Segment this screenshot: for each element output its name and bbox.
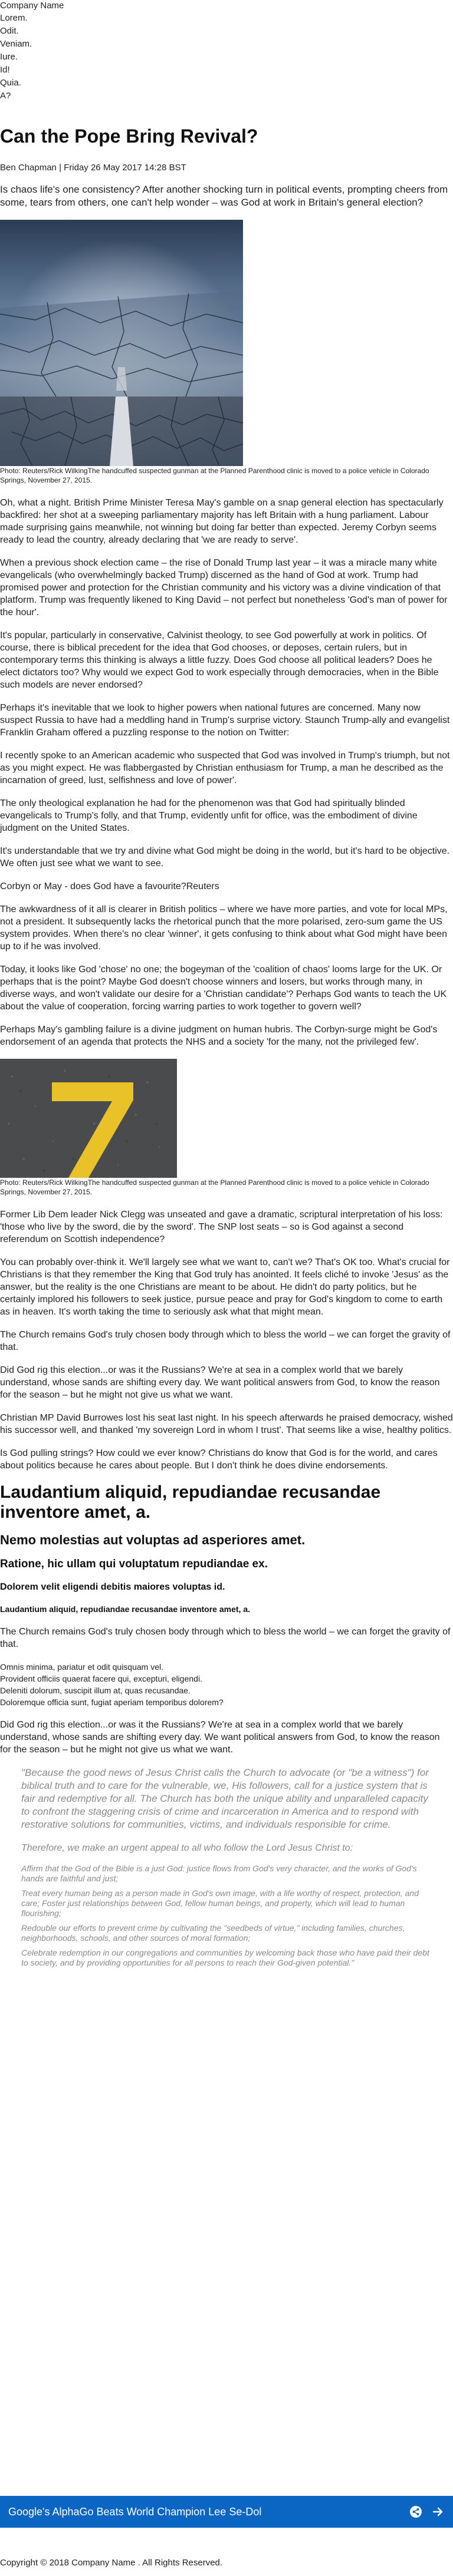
paragraph: Former Lib Dem leader Nick Clegg was unseated and gave a dramatic, scriptural interpretation of his loss: 'those who live by the sword, die by the sword'. The SNP lost seats – so is God against a second referendum on Scottish independence? <box>0 1209 443 1244</box>
bar-actions <box>409 2505 445 2518</box>
list-item: Provident officiis quaerat facere qui, excepturi, eligendi. <box>0 1673 202 1683</box>
paragraph: Perhaps it's inevitable that we look to higher powers when national futures are concerned. Many now suspect Russia to have had a meddling hand in Trump's surprise victory. Staunch Trump-ally and evangelist Franklin Graham offered a puzzling response to the notion on Twitter: <box>0 702 450 738</box>
quote-item: Redouble our efforts to prevent crime by cultivating the "seedbeds of virtue," including families, churches, neighborhoods, schools, and other sources of moral formation; <box>21 1923 405 1943</box>
main-nav <box>0 12 453 103</box>
paragraph: The only theological explanation he had for the phenomenon was that God had spiritually blinded evangelicals to Trump's folly, and that Trump, evidently unfit for office, was the embodiment of divine judgment on the United States. <box>0 798 418 833</box>
paragraph: It's popular, particularly in conservative, Calvinist theology, to see God powerfully at work in politics. Of course, there is biblical precedent for the idea that God chooses, or deposes, certain rulers, but in contemporary terms this thinking is always a little fuzzy. Does God choose all political leaders? Does he elect dictators too? Why would we expect God to work especially through democracies, when in the Bible such models are never endorsed? <box>0 630 439 690</box>
paragraph: Christian MP David Burrowes lost his seat last night. In his speech afterwards he praised democracy, wished his successor well, and thanked 'my sovereign Lord in whom I trust'. That seems like a wise, healthy politics. <box>0 1412 453 1435</box>
cracked-road-photo <box>0 220 243 466</box>
heading-3: Nemo molestias aut voluptas ad asperiores amet. <box>0 1532 306 1547</box>
paragraph: Did God rig this election...or was it the Russians? We're at sea in a complex world that we barely understand, whose sands are shifting every day. We want political answers from God, to know the reason for the season – but he might not give us what we want. <box>0 1719 440 1755</box>
heading-5: Dolorem velit eligendi debitis maiores voluptas id. <box>0 1581 225 1592</box>
quote-item: Affirm that the God of the Bible is a just God: justice flows from God's very character, and the works of God's hands are faithful and just; <box>21 1863 417 1883</box>
arrow-right-icon[interactable] <box>432 2505 445 2518</box>
footer-copyright: Copyright © 2018 Company Name . All Rights Reserved. <box>0 2558 223 2568</box>
nav-item[interactable]: Id! <box>0 65 10 75</box>
nav-item[interactable]: Odit. <box>0 26 19 36</box>
paragraph: Today, it looks like God 'chose' no one; the bogeyman of the 'coalition of chaos' looms large for the UK. Or perhaps that is the point? Maybe God doesn't choose winners and losers, but works through many, in diverse ways, and won't validate our desire for a 'Christian candidate'? Perhaps God wants to teach the UK about the value of cooperation, forcing warring parties to work together to govern well? <box>0 964 447 1012</box>
nav-item[interactable]: Quia. <box>0 78 21 88</box>
paragraph: Is God pulling strings? How could we ever know? Christians do know that God is for the world, and cares about politics because he cares about people. But I don't think he does divine endorsements. <box>0 1448 438 1471</box>
paragraph: You can probably over-think it. We'll largely see what we want to, can't we? That's OK too. What's crucial for Christians is that they remember the King that God truly has anointed. It feels cliché to invoke 'Jesus' as the answer, but the reality is the one Christians are meant to be about. He didn't do party politics, but he certainly implored his followers to seek justice, pursue peace and pray for God's kingdom to come to earth as in heaven. It's worth taking the time to seriously ask what that might mean. <box>0 1257 450 1317</box>
unordered-list <box>0 1661 453 1708</box>
byline: Ben Chapman | Friday 26 May 2017 14:28 BST <box>0 163 186 173</box>
nav-item[interactable]: Iure. <box>0 52 18 62</box>
paragraph: When a previous shock election came – the rise of Donald Trump last year – it was a miracle many white evangelicals (who overwhelmingly backed Trump) discerned as the hand of God at work. Trump had promised power and protection for the Christian community and his victory was a divine vindication of that platform. Trump was frequently likened to King David – not perfect but nonetheless 'God's man of power for the hour'. <box>0 557 448 617</box>
paragraph: The awkwardness of it all is clearer in British politics – where we have more parties, and vote for local MPs, not a president. It subsequently lacks the rhetorical punch that the more polarised, zero-sum game the US system provides. When there's no clear 'winner', it gets confusing to think about what God might have been up to if he was involved. <box>0 904 448 952</box>
photo-caption: Photo: Reuters/Rick WilkingThe handcuffed suspected gunman at the Planned Parenthood clinic is moved to a police vehicle in Colorado Springs, November 27, 2015. <box>0 1178 429 1196</box>
list-item: Doloremque officia sunt, fugiat aperiam temporibus dolorem? <box>0 1697 224 1707</box>
heading-6: Laudantium aliquid, repudiandae recusandae inventore amet, a. <box>0 1604 250 1614</box>
nav-item[interactable]: Veniam. <box>0 39 32 49</box>
nav-item[interactable]: A? <box>0 91 11 101</box>
quote-item: Celebrate redemption in our congregations and communities by welcoming back those who have paid their debt to society, and by providing opportunities for all persons to reach their God-given potential." <box>21 1947 429 1967</box>
nav-item[interactable]: Lorem. <box>0 13 28 23</box>
paragraph: The Church remains God's truly chosen body through which to bless the world – we can forget the gravity of that. <box>0 1329 451 1352</box>
logo[interactable]: Company Name <box>0 1 64 11</box>
asphalt-number-photo <box>0 1059 177 1178</box>
related-article-title[interactable]: Google's AlphaGo Beats World Champion Lee Se-Dol <box>8 2505 262 2518</box>
lead-paragraph: Is chaos life's one consistency? After another shocking turn in political events, prompting cheers from some, tears from others, one can't help wonder – was God at work in Britain's general election? <box>0 183 448 208</box>
heading-4: Ratione, hic ullam qui voluptatum repudiandae ex. <box>0 1557 268 1570</box>
heading-2: Laudantium aliquid, repudiandae recusandae inventore amet, a. <box>0 1482 381 1522</box>
list-item: Omnis minima, pariatur et odit quisquam vel. <box>0 1662 163 1672</box>
image-subhead: Corbyn or May - does God have a favourite?Reuters <box>0 881 219 891</box>
article-title: Can the Pope Bring Revival? <box>0 126 258 147</box>
paragraph: It's understandable that we try and divine what God might be doing in the world, but it's hard to be objective. We often just see what we want to see. <box>0 846 450 868</box>
quote-paragraph: Therefore, we make an urgent appeal to all who follow the Lord Jesus Christ to: <box>21 1842 353 1853</box>
quote-item: Treat every human being as a person made in God's own image, with a life worthy of respect, protection, and care; Foster just relationships between God, fellow human beings, and property, which will lead to human flourishing; <box>21 1888 419 1918</box>
share-icon[interactable] <box>409 2505 422 2518</box>
paragraph: Oh, what a night. British Prime Minister Teresa May's gamble on a snap general election has spectacularly backfired: her shot at a sweeping parliamentary majority has left Britain with a hung parliament. Labour made surprising gains meanwhile, not winning but doing far better than expected. Jeremy Corbyn seems ready to lead the country, already declaring that 'we are ready to serve'. <box>0 497 444 545</box>
paragraph: Perhaps May's gambling failure is a divine judgment on human hubris. The Corbyn-surge might be God's endorsement of an agenda that protects the NHS and a society 'for the many, not the privileged few'. <box>0 1024 438 1047</box>
related-article-bar[interactable] <box>0 2496 453 2528</box>
list-item: Deleniti dolorum, suscipit illum at, quas recusandae. <box>0 1685 191 1695</box>
paragraph: The Church remains God's truly chosen body through which to bless the world – we can forget the gravity of that. <box>0 1626 451 1649</box>
paragraph: I recently spoke to an American academic who suspected that God was involved in Trump's triumph, but not as you might expect. He was flabbergasted by Christian enthusiasm for Trump, a man he described as the incarnation of greed, lust, selfishness and love of power'. <box>0 750 450 785</box>
blockquote <box>17 1766 441 1968</box>
photo-caption: Photo: Reuters/Rick WilkingThe handcuffed suspected gunman at the Planned Parenthood clinic is moved to a police vehicle in Colorado Springs, November 27, 2015. <box>0 466 429 484</box>
quote-paragraph: "Because the good news of Jesus Christ calls the Church to advocate (or "be a witness") for biblical truth and to care for the vulnerable, we, His followers, call for a justice system that is fair and redemptive for all. The Church has both the unique ability and unparalleled capacity to confront the staggering crisis of crime and incarceration in America and to respond with restorative solutions for communities, victims, and individuals responsible for crime. <box>21 1766 429 1830</box>
paragraph: Did God rig this election...or was it the Russians? We're at sea in a complex world that we barely understand, whose sands are shifting every day. We want political answers from God, to know the reason for the season – but he might not give us what we want. <box>0 1365 440 1400</box>
